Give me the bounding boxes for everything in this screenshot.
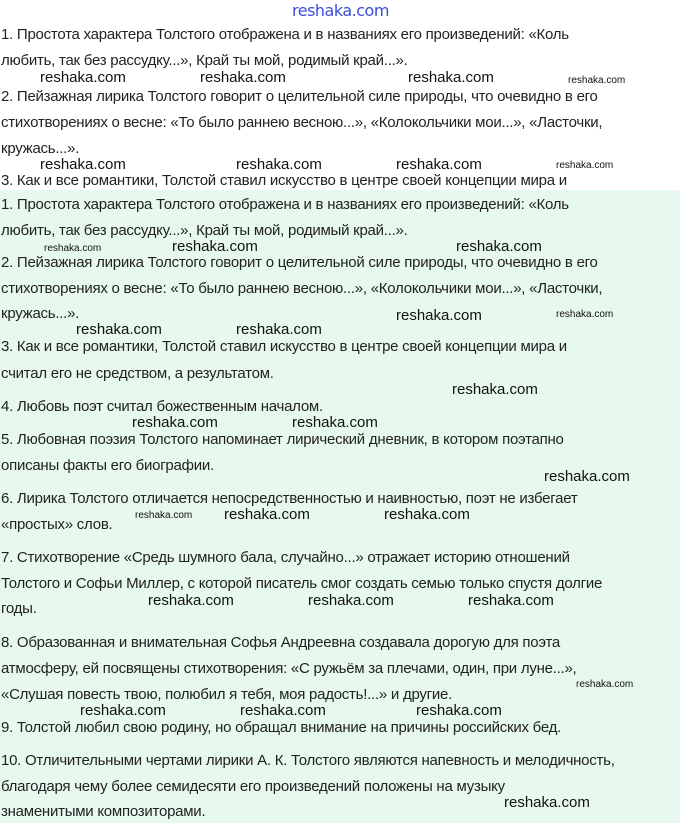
watermark: reshaka.com	[292, 414, 378, 431]
answer-text-line: «простых» слов.	[1, 516, 113, 533]
watermark: reshaka.com	[172, 238, 258, 255]
watermark: reshaka.com	[456, 238, 542, 255]
top-text-line: кружась...».	[1, 140, 80, 157]
watermark: reshaka.com	[544, 468, 630, 485]
answer-text-line: 3. Как и все романтики, Толстой ставил искусство в центре своей концепции мира и	[1, 338, 567, 355]
answer-text-line: благодаря чему более семидесяти его произведений положены на музыку	[1, 778, 505, 795]
answer-text-line: 6. Лирика Толстого отличается непосредственностью и наивностью, поэт не избегает	[1, 490, 578, 507]
watermark: reshaka.com	[396, 156, 482, 173]
answer-text-line: кружась...».	[1, 305, 80, 322]
watermark: reshaka.com	[408, 69, 494, 86]
answer-text-line: знаменитыми композиторами.	[1, 803, 206, 820]
watermark: reshaka.com	[135, 510, 193, 521]
watermark: reshaka.com	[240, 702, 326, 719]
answer-text-line: описаны факты его биографии.	[1, 457, 214, 474]
answer-text-line: стихотворениях о весне: «То было раннею весною...», «Колокольчики мои...», «Ласточки,	[1, 280, 603, 297]
watermark: reshaka.com	[468, 592, 554, 609]
watermark: reshaka.com	[396, 307, 482, 324]
answer-text-line: 10. Отличительными чертами лирики А. К. Толстого являются напевность и мелодичность,	[1, 752, 615, 769]
watermark: reshaka.com	[576, 679, 634, 690]
watermark: reshaka.com	[452, 381, 538, 398]
site-logo[interactable]: reshaka.com	[292, 1, 389, 20]
answer-text-line: любить, так без рассудку...», Край ты мой, родимый край...».	[1, 222, 408, 239]
answer-text-line: 9. Толстой любил свою родину, но обращал внимание на причины российских бед.	[1, 719, 562, 736]
answer-text-line: атмосферу, ей посвящены стихотворения: «С ружьём за плечами, один, при луне...»,	[1, 660, 577, 677]
watermark: reshaka.com	[76, 321, 162, 338]
answer-text-line: Толстого и Софьи Миллер, с которой писатель смог создать семью только спустя долгие	[1, 575, 603, 592]
answer-text-line: 2. Пейзажная лирика Толстого говорит о целительной силе природы, что очевидно в его	[1, 254, 598, 271]
answer-text-line: годы.	[1, 600, 37, 617]
watermark: reshaka.com	[224, 506, 310, 523]
watermark: reshaka.com	[556, 309, 614, 320]
answer-text-line: 8. Образованная и внимательная Софья Андреевна создавала дорогую для поэта	[1, 634, 561, 651]
watermark: reshaka.com	[132, 414, 218, 431]
top-text-line: стихотворениях о весне: «То было раннею весною...», «Колокольчики мои...», «Ласточки,	[1, 114, 603, 131]
watermark: reshaka.com	[384, 506, 470, 523]
answer-text-line: 7. Стихотворение «Средь шумного бала, случайно...» отражает историю отношений	[1, 549, 570, 566]
watermark: reshaka.com	[40, 156, 126, 173]
answer-text-line: 1. Простота характера Толстого отображена и в названиях его произведений: «Коль	[1, 196, 569, 213]
watermark: reshaka.com	[80, 702, 166, 719]
watermark: reshaka.com	[308, 592, 394, 609]
watermark: reshaka.com	[568, 75, 626, 86]
top-text-line: 3. Как и все романтики, Толстой ставил искусство в центре своей концепции мира и	[1, 172, 567, 189]
top-text-line: 2. Пейзажная лирика Толстого говорит о целительной силе природы, что очевидно в его	[1, 88, 598, 105]
watermark: reshaka.com	[148, 592, 234, 609]
watermark: reshaka.com	[236, 156, 322, 173]
watermark: reshaka.com	[44, 243, 102, 254]
watermark: reshaka.com	[236, 321, 322, 338]
answer-text-line: 4. Любовь поэт считал божественным началом.	[1, 398, 323, 415]
top-text-line: любить, так без рассудку...», Край ты мой, родимый край...».	[1, 52, 408, 69]
watermark: reshaka.com	[416, 702, 502, 719]
watermark: reshaka.com	[200, 69, 286, 86]
watermark: reshaka.com	[556, 160, 614, 171]
watermark: reshaka.com	[40, 69, 126, 86]
watermark: reshaka.com	[504, 794, 590, 811]
answer-text-line: 5. Любовная поэзия Толстого напоминает лирический дневник, в котором поэтапно	[1, 431, 564, 448]
top-text-line: 1. Простота характера Толстого отображена и в названиях его произведений: «Коль	[1, 26, 569, 43]
answer-text-line: считал его не средством, а результатом.	[1, 365, 274, 382]
answer-text-line: «Слушая повесть твою, полюбил я тебя, моя радость!...» и другие.	[1, 686, 452, 703]
